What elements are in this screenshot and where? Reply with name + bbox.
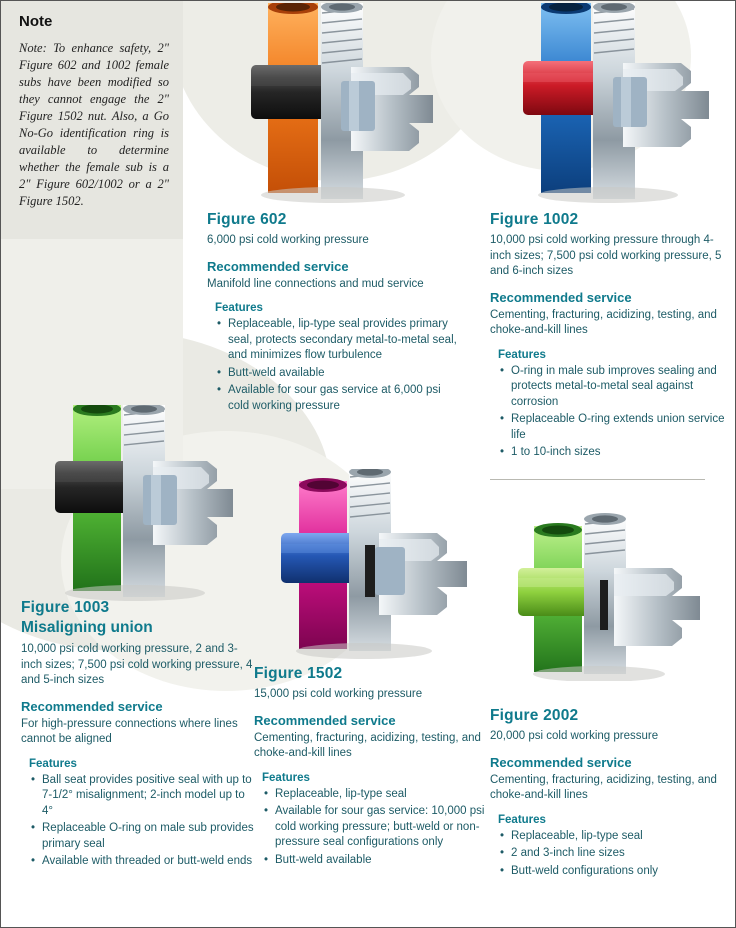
figure-602-text-block xyxy=(207,211,457,416)
figure-1002-features-list xyxy=(490,364,730,461)
list-item: • Available for sour gas service at 6,000 psi cold working pressure xyxy=(215,383,457,414)
figure-602-features-list xyxy=(207,317,457,414)
figure-602-features-label: Features xyxy=(215,302,263,314)
list-item: • Replaceable, lip-type seal xyxy=(498,829,722,845)
list-item: • O-ring in male sub improves sealing and protects metal-to-metal seal against corrosion xyxy=(498,364,730,411)
figure-602-illustration xyxy=(233,3,438,203)
figure-2002-features-label: Features xyxy=(498,813,546,826)
figure-2002-recommended-label: Recommended service xyxy=(490,754,632,770)
figure-1003-recommended-text: For high-pressure connections where lines cannot be aligned xyxy=(21,717,238,745)
figure-1003-title: Figure 1003 xyxy=(21,599,110,616)
section-divider xyxy=(490,479,705,480)
list-item: • 1 to 10-inch sizes xyxy=(498,445,730,461)
figure-2002-recommended-text: Cementing, fracturing, acidizing, testing, and choke-and-kill lines xyxy=(490,773,717,801)
note-title: Note xyxy=(19,13,53,30)
list-item: • 2 and 3-inch line sizes xyxy=(498,846,722,862)
figure-1002-description: 10,000 psi cold working pressure through 4-inch sizes; 7,500 psi cold working pressure, 5 and 6-inch sizes xyxy=(490,234,722,277)
figure-602-recommended-text: Manifold line connections and mud service xyxy=(207,277,424,290)
figure-1502-features-list xyxy=(254,787,486,869)
figure-1502-text-block xyxy=(254,665,486,870)
figure-2002-illustration xyxy=(506,506,706,681)
figure-1003-subtitle: Misaligning union xyxy=(21,619,153,636)
list-item: • Butt-weld available xyxy=(215,366,457,382)
figure-1002-text-block xyxy=(490,211,730,463)
list-item: • Butt-weld configurations only xyxy=(498,864,722,880)
figure-1502-features-label: Features xyxy=(262,771,310,784)
figure-602-description: 6,000 psi cold working pressure xyxy=(207,234,369,246)
list-item: • Replaceable O-ring on male sub provides primary seal xyxy=(29,821,257,852)
figure-1002-illustration xyxy=(513,3,713,203)
figure-1002-title: Figure 1002 xyxy=(490,211,579,228)
figure-1003-features-list xyxy=(21,773,257,870)
figure-2002-text-block xyxy=(490,707,722,881)
list-item: • Available with threaded or butt-weld ends xyxy=(29,854,257,870)
list-item: • Replaceable, lip-type seal provides primary seal, protects secondary metal-to-metal seal, and minimizes flow turbulence xyxy=(215,317,457,364)
list-item: • Available for sour gas service: 10,000 psi cold working pressure; butt-weld or non-pressure seal configurations only xyxy=(262,804,486,851)
figure-1003-illustration xyxy=(35,405,240,605)
list-item: • Butt-weld available xyxy=(262,853,486,869)
figure-1003-recommended-label: Recommended service xyxy=(21,698,163,714)
figure-1003-text-block xyxy=(21,599,257,872)
figure-2002-features-list xyxy=(490,829,722,880)
figure-602-recommended-label: Recommended service xyxy=(207,258,349,274)
figure-2002-title: Figure 2002 xyxy=(490,707,579,724)
figure-2002-description: 20,000 psi cold working pressure xyxy=(490,730,659,742)
list-item: • Ball seat provides positive seal with up to 7-1/2° misalignment; 2-inch model up to 4° xyxy=(29,773,257,820)
figure-1003-description: 10,000 psi cold working pressure, 2 and 3-inch sizes; 7,500 psi cold working pressure, 4 and 5-inch sizes xyxy=(21,643,253,686)
figure-602-title: Figure 602 xyxy=(207,211,287,228)
figure-1003-features-label: Features xyxy=(29,757,77,770)
figure-1002-recommended-label: Recommended service xyxy=(490,289,632,305)
list-item: • Replaceable, lip-type seal xyxy=(262,787,486,803)
figure-1502-description: 15,000 psi cold working pressure xyxy=(254,688,423,700)
figure-1502-illustration xyxy=(269,469,474,659)
figure-1002-features-label: Features xyxy=(498,348,546,361)
figure-1502-recommended-label: Recommended service xyxy=(254,712,396,728)
figure-1002-recommended-text: Cementing, fracturing, acidizing, testing, and choke-and-kill lines xyxy=(490,308,717,336)
list-item: • Replaceable O-ring extends union service life xyxy=(498,412,730,443)
note-body: Note: To enhance safety, 2" Figure 602 and 1002 female subs have been modified so they cannot engage the 2" Figure 1502 nut. Also, a Go No-Go identification ring is available to determine whether the female sub is a 2" Figure 602/1002 or a 2" Figure 1502. xyxy=(19,41,169,208)
figure-1502-title: Figure 1502 xyxy=(254,665,343,682)
figure-1502-recommended-text: Cementing, fracturing, acidizing, testing, and choke-and-kill lines xyxy=(254,731,481,759)
note-box xyxy=(1,1,183,239)
